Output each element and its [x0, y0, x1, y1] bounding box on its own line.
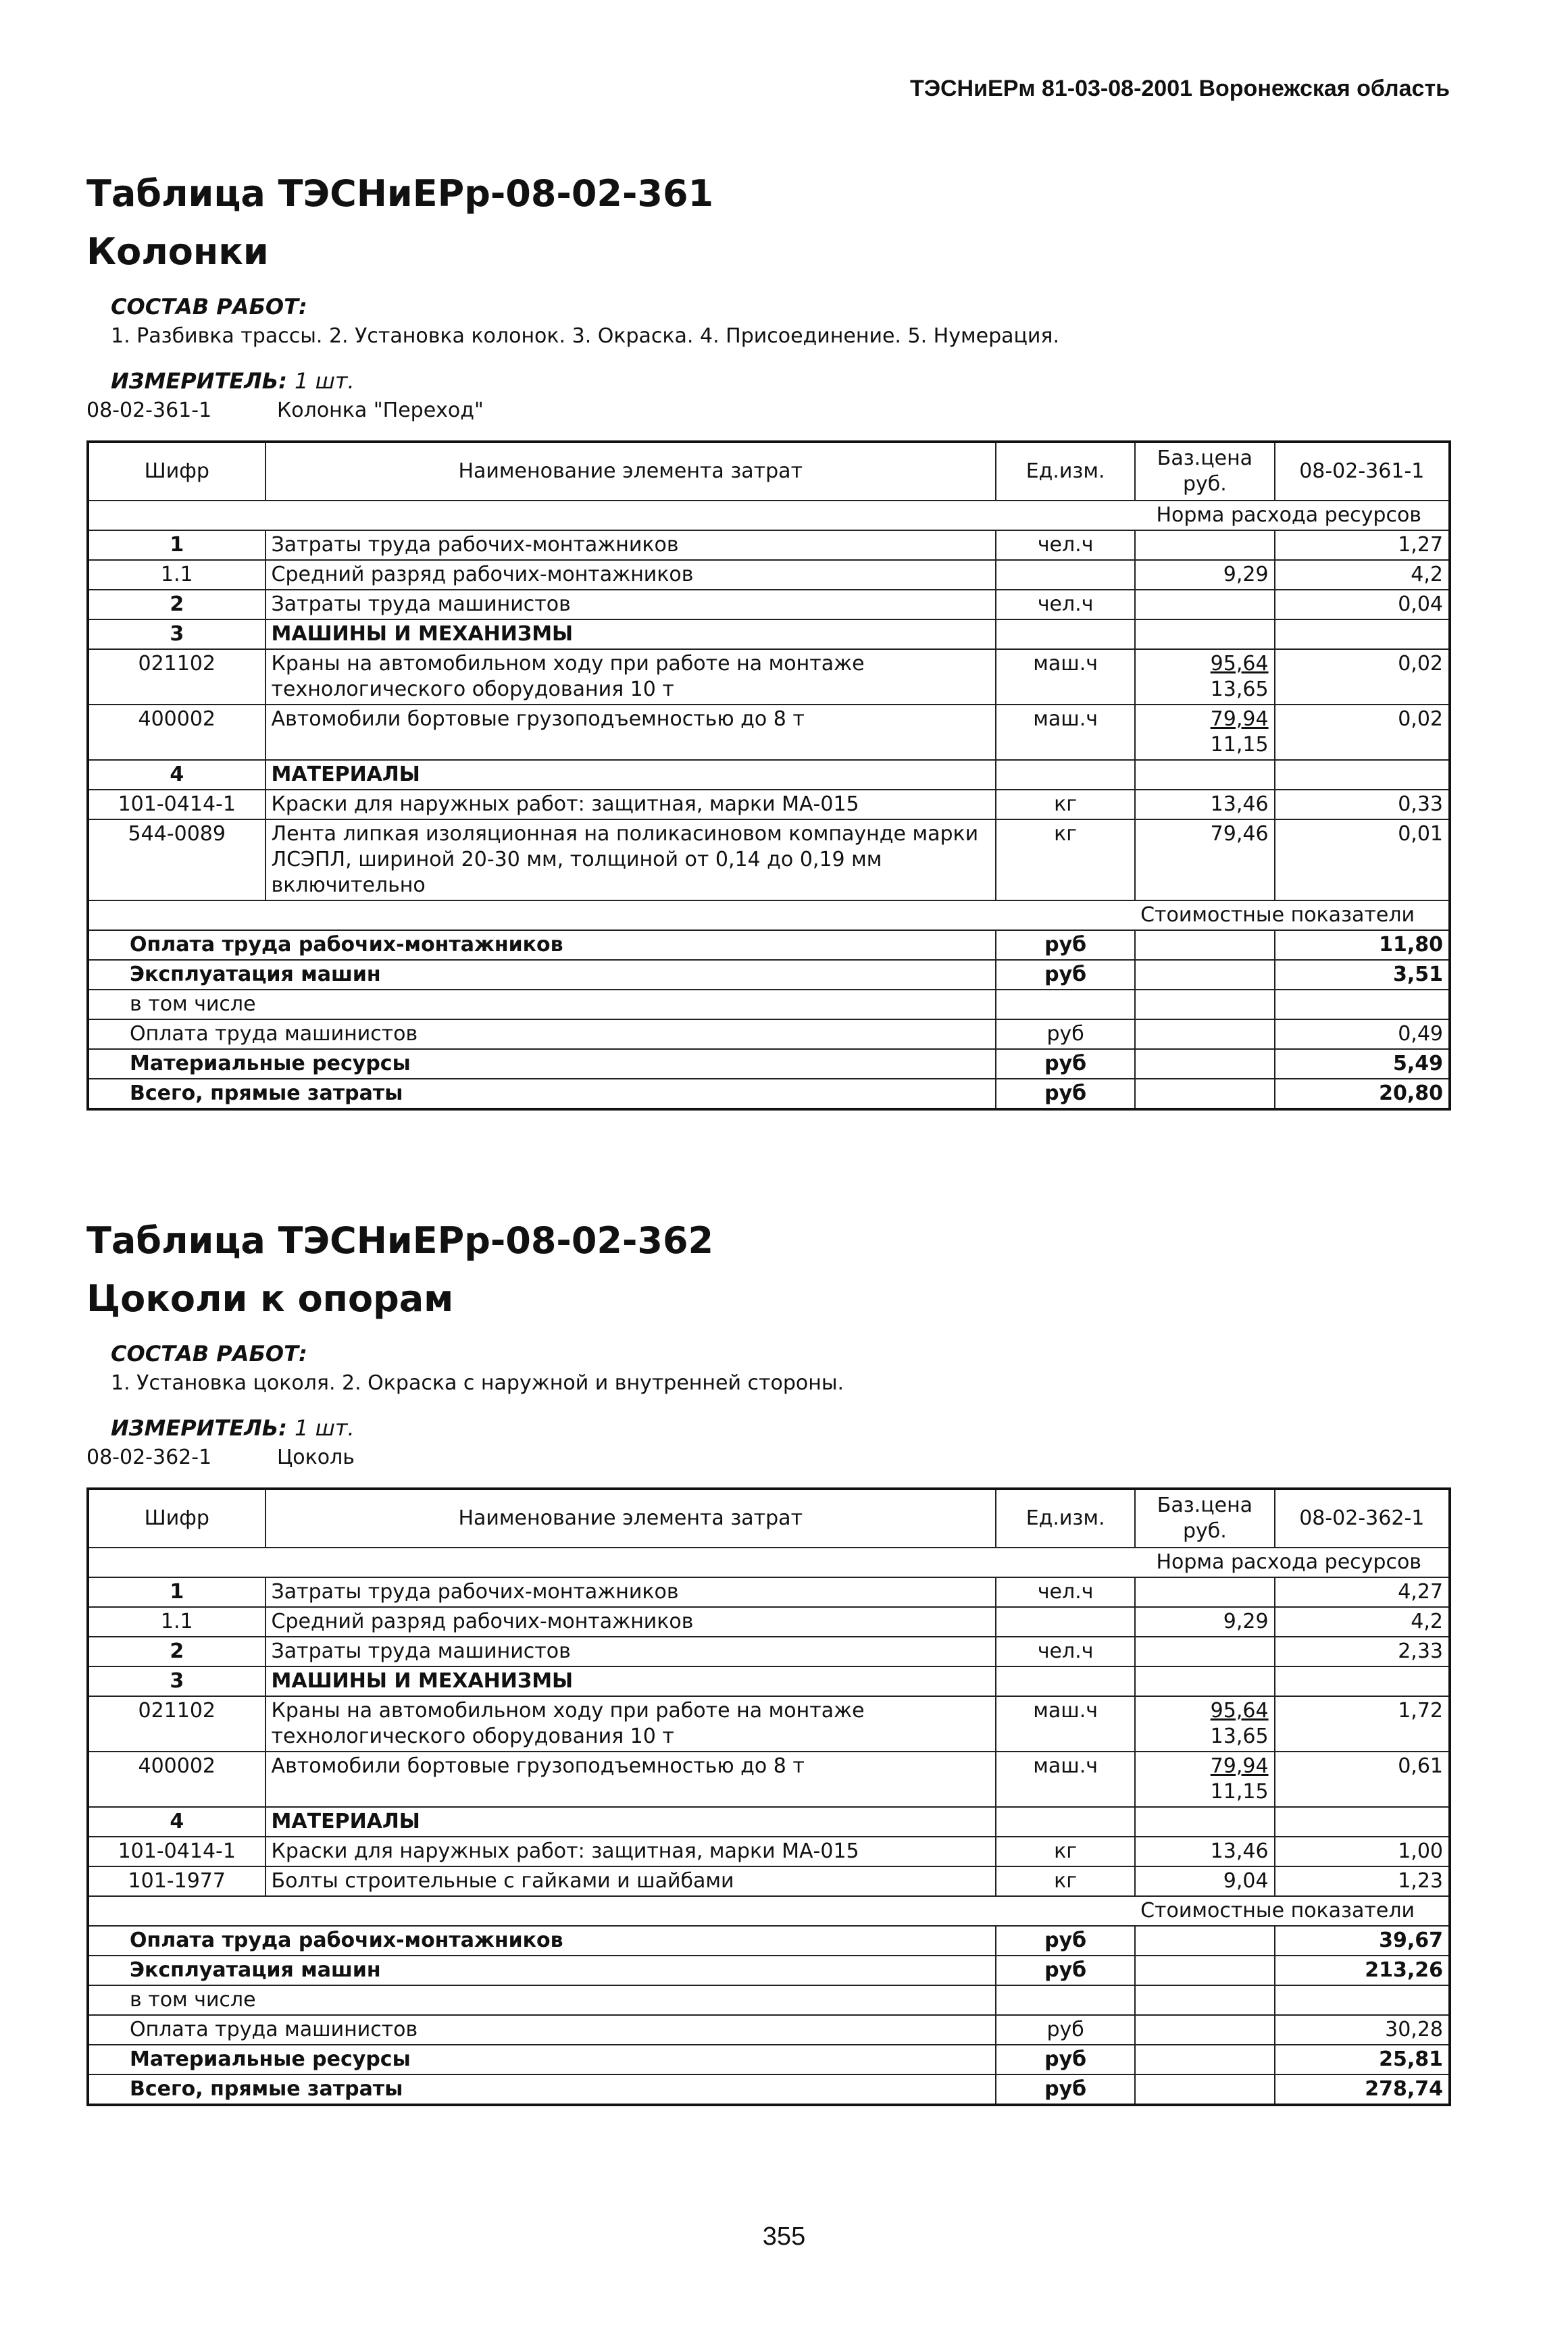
- cost-unit: руб: [996, 2074, 1135, 2105]
- cost-empty: [1135, 1079, 1274, 1109]
- cost-value: 278,74: [1275, 2074, 1450, 2105]
- price-value: 79,94: [1210, 707, 1269, 731]
- row-name: Краны на автомобильном ходу при работе на монтаже технологического оборудования 10 т: [265, 649, 996, 705]
- cost-row: [88, 930, 1450, 960]
- cost-name: в том числе: [88, 990, 996, 1019]
- row-unit: [996, 1807, 1135, 1837]
- cost-name: Всего, прямые затраты: [88, 1079, 996, 1109]
- row-price: [1135, 1866, 1274, 1896]
- row-value: [1275, 760, 1450, 790]
- price-value: 79,94: [1210, 1754, 1269, 1778]
- cost-name: Материальные ресурсы: [88, 1049, 996, 1079]
- row-unit: кг: [996, 790, 1135, 819]
- row-price: [1135, 790, 1274, 819]
- row-name: Затраты труда рабочих-монтажников: [265, 530, 996, 560]
- table-row: [88, 1607, 1450, 1637]
- row-value: 4,27: [1275, 1577, 1450, 1607]
- cost-value: 0,49: [1275, 1019, 1450, 1049]
- row-price: [1135, 560, 1274, 590]
- cost-value: 213,26: [1275, 1956, 1450, 1985]
- row-price: [1135, 1577, 1274, 1607]
- cost-row: [88, 1079, 1450, 1109]
- row-value: 4,2: [1275, 1607, 1450, 1637]
- row-unit: кг: [996, 819, 1135, 900]
- row-unit: кг: [996, 1866, 1135, 1896]
- row-value: 4,2: [1275, 560, 1450, 590]
- table-subtitle: Цоколи к опорам: [86, 1277, 454, 1320]
- sostav-text: 1. Установка цоколя. 2. Окраска с наружной и внутренней стороны.: [111, 1371, 844, 1395]
- row-code: 101-0414-1: [88, 1837, 265, 1866]
- table-subtitle: Колонки: [86, 230, 269, 273]
- column-header: Наименование элемента затрат: [265, 1489, 996, 1548]
- price-value: 9,29: [1223, 1610, 1269, 1633]
- row-value: [1275, 619, 1450, 649]
- cost-unit: руб: [996, 1019, 1135, 1049]
- price-machinist: 11,15: [1210, 1780, 1269, 1804]
- table-row: [88, 1577, 1450, 1607]
- row-price: [1135, 1607, 1274, 1637]
- cost-row: [88, 1019, 1450, 1049]
- column-header: Наименование элемента затрат: [265, 442, 996, 501]
- table-header-row: [88, 1489, 1450, 1548]
- cost-row: [88, 990, 1450, 1019]
- page-header: ТЭСНиЕРм 81-03-08-2001 Воронежская область: [910, 76, 1450, 101]
- cost-label: Стоимостные показатели: [88, 900, 1450, 930]
- cost-unit: руб: [996, 2015, 1135, 2045]
- cost-name: Оплата труда рабочих-монтажников: [88, 1926, 996, 1956]
- norm-label: Норма расхода ресурсов: [88, 1548, 1450, 1577]
- row-price: [1135, 1837, 1274, 1866]
- cost-label: Стоимостные показатели: [88, 1896, 1450, 1926]
- row-value: 1,27: [1275, 530, 1450, 560]
- cost-name: Оплата труда машинистов: [88, 2015, 996, 2045]
- page-number: 355: [762, 2222, 806, 2251]
- row-value: [1275, 1666, 1450, 1696]
- row-price: [1135, 760, 1274, 790]
- row-price: [1135, 1666, 1274, 1696]
- price-value: 95,64: [1210, 1699, 1269, 1723]
- cost-value: 25,81: [1275, 2045, 1450, 2074]
- izm-value: 1 шт.: [295, 368, 355, 394]
- row-value: 0,01: [1275, 819, 1450, 900]
- column-header: Баз.цена руб.: [1135, 1489, 1274, 1548]
- cost-unit: руб: [996, 1956, 1135, 1985]
- cost-unit: руб: [996, 2045, 1135, 2074]
- row-name: МАТЕРИАЛЫ: [265, 1807, 996, 1837]
- item-line: [86, 396, 1451, 426]
- cost-unit: руб: [996, 930, 1135, 960]
- table-row: [88, 1837, 1450, 1866]
- row-unit: чел.ч: [996, 590, 1135, 619]
- row-price: [1135, 819, 1274, 900]
- cost-row: [88, 1049, 1450, 1079]
- cost-name: Оплата труда рабочих-монтажников: [88, 930, 996, 960]
- table-row: [88, 705, 1450, 760]
- cost-value: 11,80: [1275, 930, 1450, 960]
- price-value: 9,04: [1223, 1869, 1269, 1893]
- sostav-label: СОСТАВ РАБОТ:: [111, 294, 307, 320]
- izm-label: ИЗМЕРИТЕЛЬ:: [111, 1415, 287, 1441]
- row-value: 0,04: [1275, 590, 1450, 619]
- cost-name: Эксплуатация машин: [88, 960, 996, 990]
- table-title: Таблица ТЭСНиЕРр-08-02-361: [86, 172, 714, 215]
- table-section-362: [86, 1216, 1451, 2106]
- row-name: Средний разряд рабочих-монтажников: [265, 1607, 996, 1637]
- resource-table: [86, 440, 1451, 1111]
- row-value: 0,33: [1275, 790, 1450, 819]
- row-value: 1,23: [1275, 1866, 1450, 1896]
- izm-value: 1 шт.: [295, 1415, 355, 1441]
- cost-empty: [1135, 1926, 1274, 1956]
- izm-row: [111, 366, 1451, 396]
- row-code: 1: [88, 1577, 265, 1607]
- table-row: [88, 1666, 1450, 1696]
- norm-label: Норма расхода ресурсов: [88, 501, 1450, 530]
- row-unit: [996, 619, 1135, 649]
- price-value: 13,46: [1210, 792, 1269, 816]
- cost-empty: [1135, 960, 1274, 990]
- row-unit: кг: [996, 1837, 1135, 1866]
- cost-unit: руб: [996, 1049, 1135, 1079]
- row-price: [1135, 1807, 1274, 1837]
- row-code: 021102: [88, 649, 265, 705]
- price-value: 79,46: [1210, 822, 1269, 846]
- row-code: 400002: [88, 705, 265, 760]
- column-header: Шифр: [88, 442, 265, 501]
- table-row: [88, 560, 1450, 590]
- cost-row: [88, 2045, 1450, 2074]
- row-name: Затраты труда рабочих-монтажников: [265, 1577, 996, 1607]
- resource-table: [86, 1487, 1451, 2106]
- norm-label-row: [88, 501, 1450, 530]
- item-name: Цоколь: [277, 1446, 355, 1469]
- cost-row: [88, 1985, 1450, 2015]
- column-header: 08-02-362-1: [1275, 1489, 1450, 1548]
- row-unit: [996, 1666, 1135, 1696]
- row-value: 1,72: [1275, 1696, 1450, 1752]
- cost-name: Материальные ресурсы: [88, 2045, 996, 2074]
- row-code: 4: [88, 760, 265, 790]
- row-unit: маш.ч: [996, 1752, 1135, 1807]
- row-price: [1135, 530, 1274, 560]
- row-code: 101-1977: [88, 1866, 265, 1896]
- column-header: Ед.изм.: [996, 1489, 1135, 1548]
- row-name: Краны на автомобильном ходу при работе на монтаже технологического оборудования 10 т: [265, 1696, 996, 1752]
- column-header: Ед.изм.: [996, 442, 1135, 501]
- row-name: Краски для наружных работ: защитная, марки МА-015: [265, 1837, 996, 1866]
- cost-unit: руб: [996, 960, 1135, 990]
- price-machinist: 13,65: [1210, 678, 1269, 701]
- row-value: 0,02: [1275, 705, 1450, 760]
- cost-empty: [1135, 1985, 1274, 2015]
- row-name: МАТЕРИАЛЫ: [265, 760, 996, 790]
- izm-label: ИЗМЕРИТЕЛЬ:: [111, 368, 287, 394]
- table-row: [88, 530, 1450, 560]
- table-row: [88, 1866, 1450, 1896]
- cost-unit: [996, 1985, 1135, 2015]
- cost-row: [88, 1956, 1450, 1985]
- row-code: 1.1: [88, 560, 265, 590]
- row-unit: чел.ч: [996, 1637, 1135, 1666]
- table-row: [88, 1696, 1450, 1752]
- table-row: [88, 619, 1450, 649]
- item-code: 08-02-362-1: [86, 1446, 212, 1469]
- row-price: [1135, 619, 1274, 649]
- row-name: МАШИНЫ И МЕХАНИЗМЫ: [265, 619, 996, 649]
- cost-value: 5,49: [1275, 1049, 1450, 1079]
- row-code: 3: [88, 1666, 265, 1696]
- row-code: 4: [88, 1807, 265, 1837]
- row-unit: маш.ч: [996, 705, 1135, 760]
- row-unit: маш.ч: [996, 1696, 1135, 1752]
- row-code: 101-0414-1: [88, 790, 265, 819]
- cost-value: 30,28: [1275, 2015, 1450, 2045]
- table-row: [88, 590, 1450, 619]
- row-name: Затраты труда машинистов: [265, 590, 996, 619]
- row-value: 0,61: [1275, 1752, 1450, 1807]
- cost-row: [88, 2074, 1450, 2105]
- cost-name: в том числе: [88, 1985, 996, 2015]
- row-unit: чел.ч: [996, 1577, 1135, 1607]
- row-value: 1,00: [1275, 1837, 1450, 1866]
- row-price: [1135, 1696, 1274, 1752]
- cost-name: Всего, прямые затраты: [88, 2074, 996, 2105]
- item-line: [86, 1443, 1451, 1473]
- row-code: 400002: [88, 1752, 265, 1807]
- row-value: 0,02: [1275, 649, 1450, 705]
- cost-empty: [1135, 1049, 1274, 1079]
- cost-empty: [1135, 1019, 1274, 1049]
- row-unit: [996, 560, 1135, 590]
- cost-label-row: [88, 900, 1450, 930]
- price-value: 95,64: [1210, 652, 1269, 676]
- norm-label-row: [88, 1548, 1450, 1577]
- cost-row: [88, 960, 1450, 990]
- row-value: [1275, 1807, 1450, 1837]
- row-name: Затраты труда машинистов: [265, 1637, 996, 1666]
- table-row: [88, 819, 1450, 900]
- price-value: 9,29: [1223, 563, 1269, 586]
- row-name: Автомобили бортовые грузоподъемностью до 8 т: [265, 705, 996, 760]
- izm-row: [111, 1413, 1451, 1443]
- row-code: 2: [88, 590, 265, 619]
- row-price: [1135, 590, 1274, 619]
- table-row: [88, 760, 1450, 790]
- row-name: Краски для наружных работ: защитная, марки МА-015: [265, 790, 996, 819]
- row-value: 2,33: [1275, 1637, 1450, 1666]
- row-name: Средний разряд рабочих-монтажников: [265, 560, 996, 590]
- row-code: 544-0089: [88, 819, 265, 900]
- row-code: 3: [88, 619, 265, 649]
- row-name: МАШИНЫ И МЕХАНИЗМЫ: [265, 1666, 996, 1696]
- cost-value: 3,51: [1275, 960, 1450, 990]
- table-row: [88, 1752, 1450, 1807]
- table-row: [88, 1807, 1450, 1837]
- cost-value: 39,67: [1275, 1926, 1450, 1956]
- row-name: Лента липкая изоляционная на поликасиновом компаунде марки ЛСЭПЛ, шириной 20-30 мм, толщиной от 0,14 до 0,19 мм включительно: [265, 819, 996, 900]
- row-unit: [996, 1607, 1135, 1637]
- row-name: Автомобили бортовые грузоподъемностью до 8 т: [265, 1752, 996, 1807]
- cost-unit: руб: [996, 1926, 1135, 1956]
- price-machinist: 13,65: [1210, 1725, 1269, 1748]
- row-price: [1135, 705, 1274, 760]
- cost-empty: [1135, 2015, 1274, 2045]
- sostav-text: 1. Разбивка трассы. 2. Установка колонок. 3. Окраска. 4. Присоединение. 5. Нумерация.: [111, 324, 1059, 348]
- cost-row: [88, 2015, 1450, 2045]
- item-name: Колонка "Переход": [277, 399, 484, 422]
- row-name: Болты строительные с гайками и шайбами: [265, 1866, 996, 1896]
- table-header-row: [88, 442, 1450, 501]
- cost-label-row: [88, 1896, 1450, 1926]
- row-unit: [996, 760, 1135, 790]
- row-price: [1135, 1752, 1274, 1807]
- table-row: [88, 790, 1450, 819]
- table-section-361: [86, 169, 1451, 1111]
- column-header: Шифр: [88, 1489, 265, 1548]
- cost-row: [88, 1926, 1450, 1956]
- table-row: [88, 1637, 1450, 1666]
- table-row: [88, 649, 1450, 705]
- cost-name: Оплата труда машинистов: [88, 1019, 996, 1049]
- column-header: Баз.цена руб.: [1135, 442, 1274, 501]
- row-code: 1.1: [88, 1607, 265, 1637]
- cost-value: 20,80: [1275, 1079, 1450, 1109]
- row-price: [1135, 1637, 1274, 1666]
- column-header: 08-02-361-1: [1275, 442, 1450, 501]
- cost-empty: [1135, 930, 1274, 960]
- cost-unit: [996, 990, 1135, 1019]
- cost-value: [1275, 1985, 1450, 2015]
- cost-empty: [1135, 1956, 1274, 1985]
- row-price: [1135, 649, 1274, 705]
- row-code: 2: [88, 1637, 265, 1666]
- price-machinist: 11,15: [1210, 733, 1269, 757]
- cost-value: [1275, 990, 1450, 1019]
- price-value: 13,46: [1210, 1839, 1269, 1863]
- cost-name: Эксплуатация машин: [88, 1956, 996, 1985]
- cost-empty: [1135, 990, 1274, 1019]
- cost-empty: [1135, 2045, 1274, 2074]
- table-title: Таблица ТЭСНиЕРр-08-02-362: [86, 1219, 714, 1262]
- cost-empty: [1135, 2074, 1274, 2105]
- item-code: 08-02-361-1: [86, 399, 212, 422]
- cost-unit: руб: [996, 1079, 1135, 1109]
- row-code: 021102: [88, 1696, 265, 1752]
- row-unit: чел.ч: [996, 530, 1135, 560]
- sostav-label: СОСТАВ РАБОТ:: [111, 1341, 307, 1367]
- row-unit: маш.ч: [996, 649, 1135, 705]
- row-code: 1: [88, 530, 265, 560]
